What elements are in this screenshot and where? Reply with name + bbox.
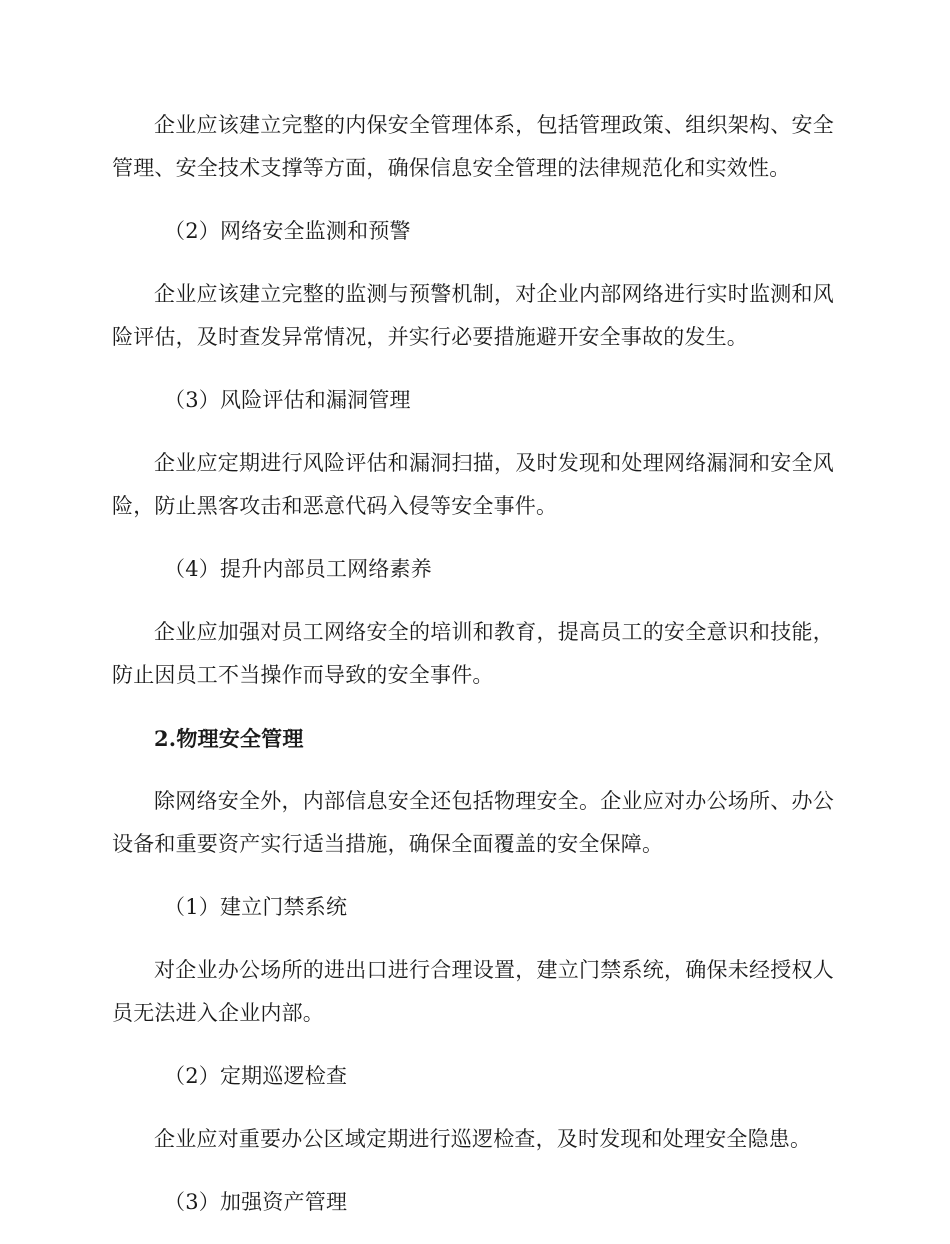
subheading-risk-assessment: （3）风险评估和漏洞管理 — [164, 388, 411, 412]
paragraph-patrol-inspection: 企业应对重要办公区域定期进行巡逻检查，及时发现和处理安全隐患。 — [154, 1127, 812, 1151]
document-body — [112, 104, 834, 1244]
section-heading-physical-security: 2.物理安全管理 — [154, 726, 304, 751]
subheading-asset-management: （3）加强资产管理 — [164, 1190, 348, 1214]
subheading-network-monitoring: （2）网络安全监测和预警 — [164, 219, 411, 243]
subheading-staff-literacy: （4）提升内部员工网络素养 — [164, 557, 432, 581]
paragraph-risk-assessment: 企业应定期进行风险评估和漏洞扫描，及时发现和处理网络漏洞和安全风险，防止黑客攻击和恶意代码入侵等安全事件。 — [112, 451, 834, 518]
subheading-patrol-inspection: （2）定期巡逻检查 — [164, 1064, 348, 1088]
paragraph-physical-security: 除网络安全外，内部信息安全还包括物理安全。企业应对办公场所、办公设备和重要资产实行适当措施，确保全面覆盖的安全保障。 — [112, 789, 834, 856]
paragraph-access-control: 对企业办公场所的进出口进行合理设置，建立门禁系统，确保未经授权人员无法进入企业内部。 — [112, 958, 834, 1025]
subheading-access-control: （1）建立门禁系统 — [164, 895, 348, 919]
paragraph-security-system: 企业应该建立完整的内保安全管理体系，包括管理政策、组织架构、安全管理、安全技术支撑等方面，确保信息安全管理的法律规范化和实效性。 — [112, 113, 834, 180]
paragraph-staff-literacy: 企业应加强对员工网络安全的培训和教育，提高员工的安全意识和技能，防止因员工不当操作而导致的安全事件。 — [112, 620, 834, 687]
paragraph-network-monitoring: 企业应该建立完整的监测与预警机制，对企业内部网络进行实时监测和风险评估，及时查发异常情况，并实行必要措施避开安全事故的发生。 — [112, 282, 834, 349]
